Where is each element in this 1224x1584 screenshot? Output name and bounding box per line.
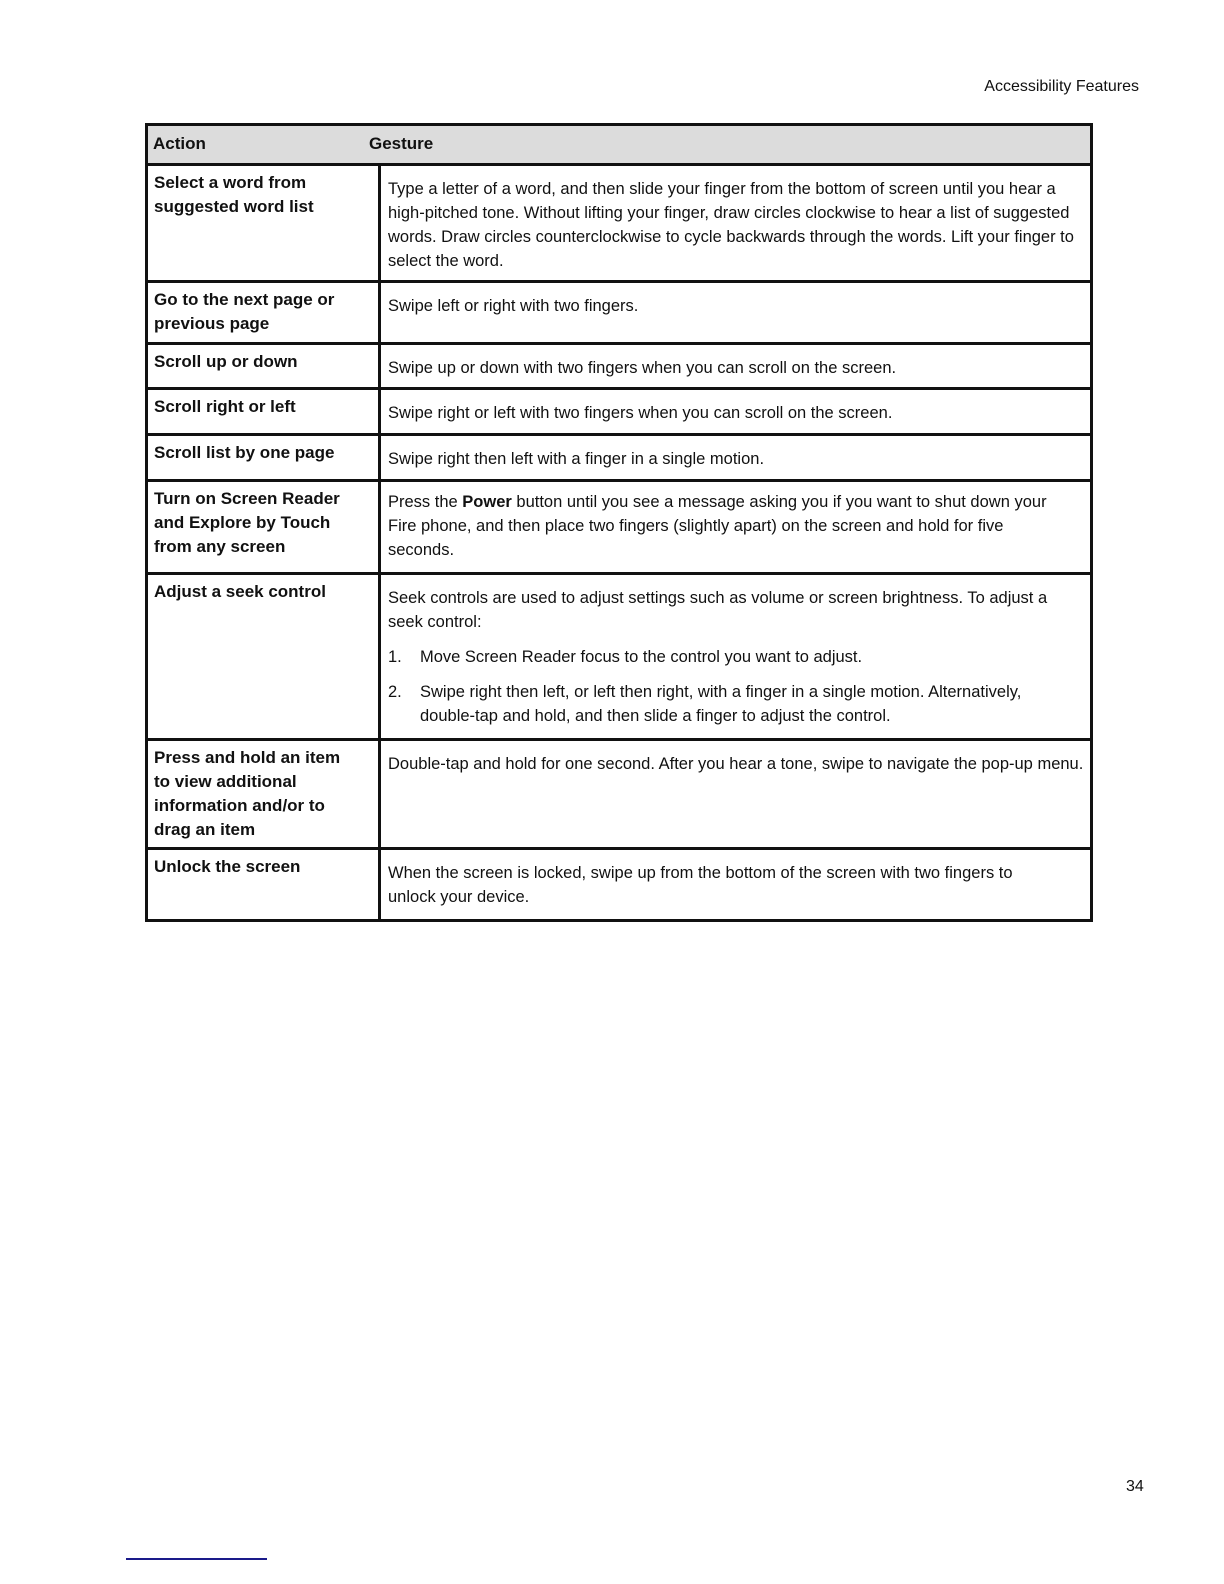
gesture-cell: Swipe up or down with two fingers when you can scroll on the screen. [388,359,897,377]
gesture-cell: Swipe right or left with two fingers when you can scroll on the screen. [388,404,893,422]
table-row [148,575,1090,741]
action-cell: Go to the next page or previous page [148,283,381,342]
table-row [148,741,1090,850]
gesture-cell: Double-tap and hold for one second. After you hear a tone, swipe to navigate the pop-up menu. [388,755,1084,773]
gesture-text: Press the [388,493,463,511]
action-cell: Turn on Screen Reader and Explore by Touch from any screen [148,482,381,572]
action-cell: Select a word from suggested word list [148,166,381,280]
action-cell: Scroll right or left [148,390,381,433]
gesture-cell [381,575,1090,738]
action-cell: Unlock the screen [148,850,381,919]
list-item [388,645,1050,669]
gesture-text: button until you see a message asking you if you want to shut down your Fire phone, and then place two fingers (slightly apart) on the screen and hold for five seconds. [388,493,1047,559]
table-row [148,345,1090,390]
header-gesture: Gesture [369,134,434,153]
gesture-cell: Type a letter of a word, and then slide your finger from the bottom of screen until you hear a high-pitched tone. Without lifting your finger, draw circles clockwise to hear a list of suggested words. Draw circles counterclockwise to cycle backwards through the words. Lift your finger to select the word. [388,180,1074,270]
gesture-cell: Swipe right then left with a finger in a single motion. [388,450,765,468]
table-row [148,166,1090,283]
list-item [388,680,1050,728]
list-number: 1. [388,648,402,666]
power-button-label: Power [462,493,512,511]
action-cell: Scroll up or down [148,345,381,387]
footnote-divider [126,1558,267,1560]
gesture-cell: Swipe left or right with two fingers. [388,297,639,315]
table-header [148,126,1090,166]
action-cell: Scroll list by one page [148,436,381,479]
table-row [148,850,1090,919]
action-cell: Press and hold an item to view additional information and/or to drag an item [148,741,381,847]
list-number: 2. [388,683,402,701]
table-row [148,283,1090,345]
list-text: Move Screen Reader focus to the control you want to adjust. [420,648,863,666]
header-action: Action [153,134,206,153]
table-row [148,390,1090,436]
gesture-intro: Seek controls are used to adjust settings such as volume or screen brightness. To adjust a seek control: [388,589,1048,631]
gesture-cell [381,482,1090,572]
gesture-table [145,123,1093,922]
action-cell: Adjust a seek control [148,575,381,738]
page-number: 34 [1126,1478,1144,1495]
gesture-cell: When the screen is locked, swipe up from the bottom of the screen with two fingers to unlock your device. [388,864,1013,906]
table-row [148,482,1090,575]
running-head: Accessibility Features [984,78,1139,95]
table-row [148,436,1090,482]
list-text: Swipe right then left, or left then right, with a finger in a single motion. Alternatively, double-tap and hold, and then slide a finger to adjust the control. [420,683,1022,725]
